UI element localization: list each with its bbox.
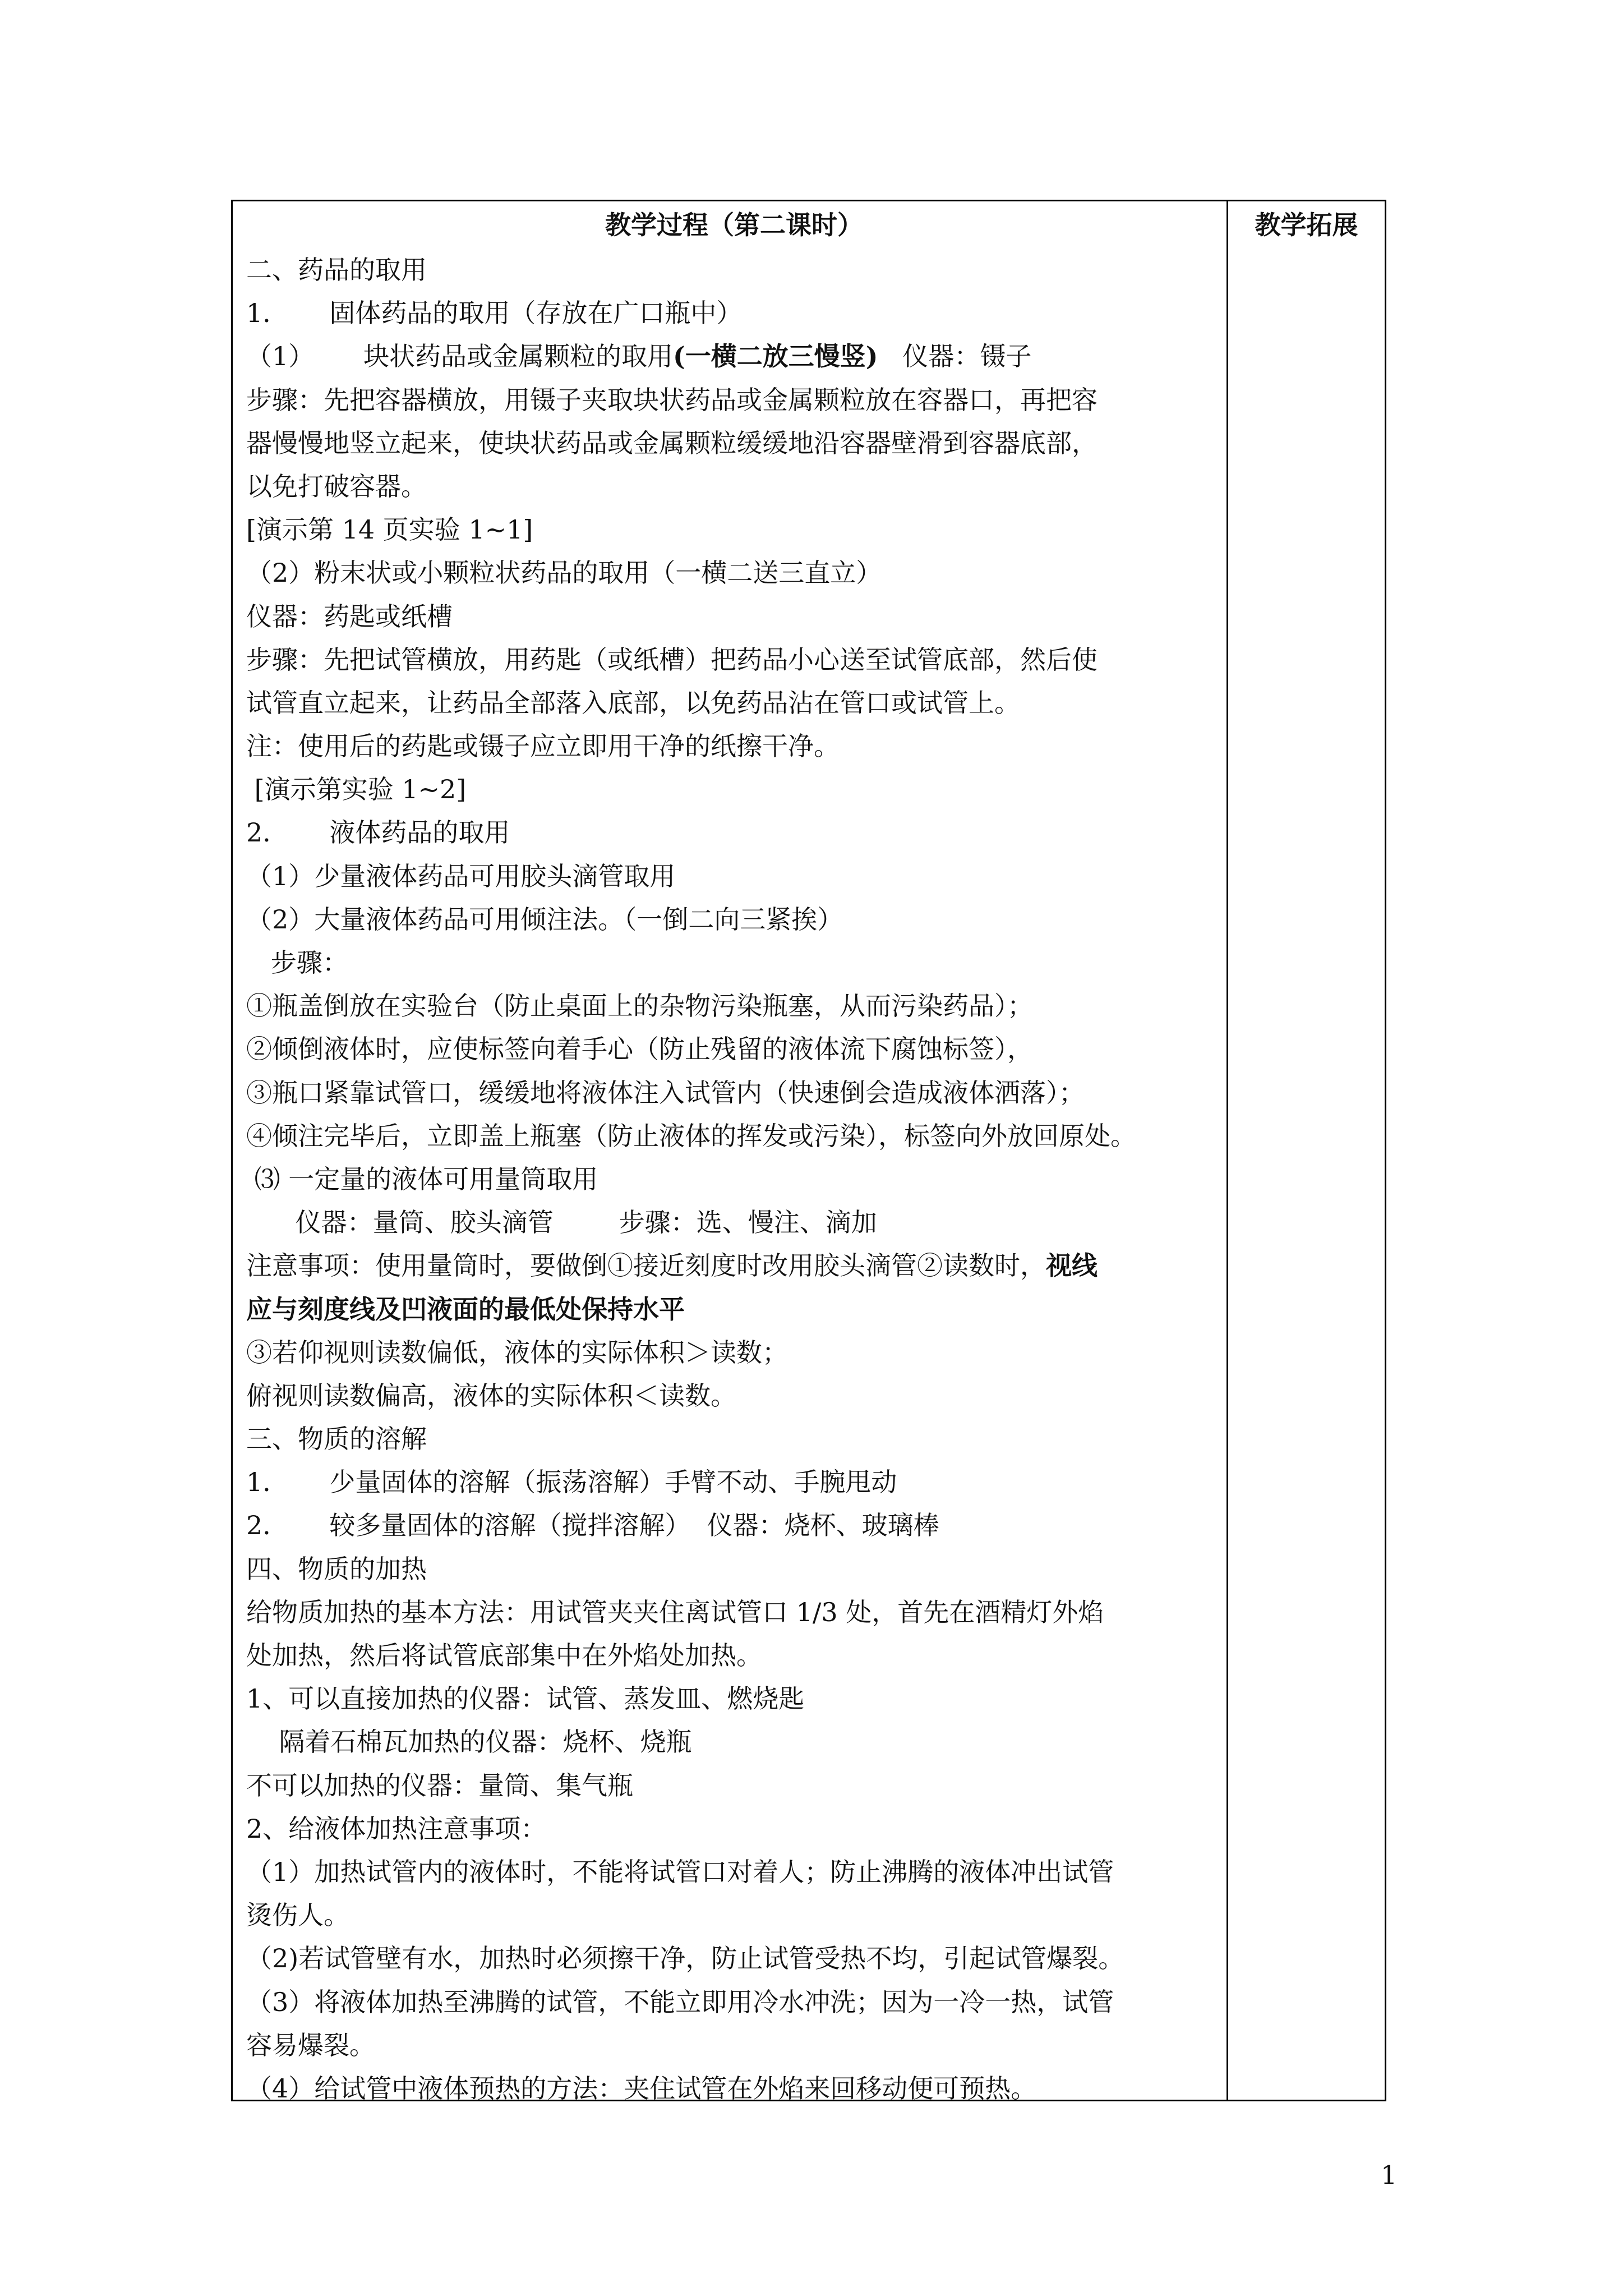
text-run: ④倾注完毕后，立即盖上瓶塞（防止液体的挥发或污染），标签向外放回原处。 — [246, 1120, 1136, 1151]
content-line — [246, 1851, 1222, 1894]
content-line — [246, 1115, 1222, 1158]
content-line — [246, 898, 1222, 941]
teaching-process-header: 教学过程（第二课时） — [605, 210, 863, 240]
text-run: [演示第 14 页实验 1~1] — [246, 514, 533, 545]
content-line — [246, 465, 1222, 508]
content-line — [246, 1981, 1222, 2024]
text-run: 仪器：量筒、胶头滴管 步骤：选、慢注、滴加 — [246, 1207, 877, 1238]
content-line — [246, 1418, 1222, 1461]
content-line — [246, 249, 1222, 292]
text-run: 2． 较多量固体的溶解（搅拌溶解） 仪器：烧杯、玻璃棒 — [246, 1510, 939, 1541]
text-run: 步骤：先把试管横放，用药匙（或纸槽）把药品小心送至试管底部，然后使 — [246, 644, 1098, 675]
content-line — [246, 1028, 1222, 1071]
text-run: [演示第实验 1~2] — [246, 774, 467, 805]
text-run: 四、物质的加热 — [246, 1553, 427, 1584]
text-run: 仪器：药匙或纸槽 — [246, 601, 453, 632]
content-line — [246, 1720, 1222, 1764]
content-line — [246, 725, 1222, 768]
content-line — [246, 1591, 1222, 1634]
content-line — [246, 1331, 1222, 1374]
content-line — [246, 508, 1222, 551]
content-line — [246, 2024, 1222, 2067]
content-line — [246, 941, 1222, 984]
content-line — [246, 1937, 1222, 1980]
text-run: 俯视则读数偏高，液体的实际体积＜读数。 — [246, 1380, 736, 1411]
teaching-extension-header: 教学拓展 — [1255, 210, 1358, 240]
content-line — [246, 1634, 1222, 1677]
text-run: ③若仰视则读数偏低，液体的实际体积＞读数； — [246, 1337, 788, 1368]
text-run: 隔着石棉瓦加热的仪器：烧杯、烧瓶 — [246, 1727, 692, 1757]
text-run: （2)若试管壁有水，加热时必须擦干净，防止试管受热不均，引起试管爆裂。 — [246, 1943, 1124, 1974]
text-run: 1． 少量固体的溶解（振荡溶解）手臂不动、手腕甩动 — [246, 1467, 897, 1498]
page-number: 1 — [1381, 2160, 1398, 2190]
content-line — [246, 595, 1222, 638]
content-line — [246, 335, 1222, 378]
teaching-extension-column — [1228, 201, 1385, 2100]
text-run: 给物质加热的基本方法：用试管夹夹住离试管口 1/3 处，首先在酒精灯外焰 — [246, 1596, 1104, 1627]
content-line — [246, 1894, 1222, 1937]
text-run: （1） 块状药品或金属颗粒的取用 — [246, 341, 673, 372]
text-run: 步骤： — [246, 947, 348, 978]
text-run: （2）大量液体药品可用倾注法。（一倒二向三紧挨） — [246, 904, 843, 935]
content-line — [246, 1201, 1222, 1244]
content-line — [246, 1504, 1222, 1547]
text-run: 2． 液体药品的取用 — [246, 817, 510, 848]
content-line — [246, 292, 1222, 335]
content-line — [246, 422, 1222, 465]
content-line — [246, 1461, 1222, 1504]
content-line — [246, 1807, 1222, 1851]
content-line — [246, 811, 1222, 854]
content-line — [246, 984, 1222, 1028]
text-run: （4）给试管中液体预热的方法：夹住试管在外焰来回移动便可预热。 — [246, 2073, 1037, 2104]
content-line — [246, 1374, 1222, 1418]
text-run: 仪器：镊子 — [878, 341, 1032, 372]
content-line — [246, 2067, 1222, 2110]
content-line — [246, 1677, 1222, 1720]
content-line — [246, 768, 1222, 811]
bold-text: 应与刻度线及凹液面的最低处保持水平 — [246, 1294, 685, 1324]
text-run: 注：使用后的药匙或镊子应立即用干净的纸擦干净。 — [246, 731, 840, 762]
text-run: 烫伤人。 — [246, 1900, 349, 1931]
text-run: （1）加热试管内的液体时，不能将试管口对着人；防止沸腾的液体冲出试管 — [246, 1856, 1114, 1887]
text-run: 1、可以直接加热的仪器：试管、蒸发皿、燃烧匙 — [246, 1683, 805, 1714]
text-run: ②倾倒液体时，应使标签向着手心（防止残留的液体流下腐蚀标签）， — [246, 1034, 1033, 1065]
content-line — [246, 1071, 1222, 1115]
text-run: （1）少量液体药品可用胶头滴管取用 — [246, 861, 676, 891]
text-run: （3）将液体加热至沸腾的试管，不能立即用冷水冲洗；因为一冷一热，试管 — [246, 1986, 1114, 2017]
text-run: 以免打破容器。 — [246, 471, 427, 501]
text-run: 注意事项：使用量筒时，要做倒①接近刻度时改用胶头滴管②读数时， — [246, 1250, 1046, 1281]
teaching-process-column — [233, 201, 1227, 2104]
text-run: 试管直立起来，让药品全部落入底部，以免药品沾在管口或试管上。 — [246, 687, 1020, 718]
text-run: 容易爆裂。 — [246, 2030, 375, 2060]
text-run: 2、给液体加热注意事项： — [246, 1813, 547, 1844]
text-run: 步骤：先把容器横放，用镊子夹取块状药品或金属颗粒放在容器口，再把容 — [246, 384, 1098, 415]
content-line — [246, 1244, 1222, 1287]
text-run: （2）粉末状或小颗粒状药品的取用（一横二送三直立） — [246, 558, 882, 588]
text-run: 三、物质的溶解 — [246, 1424, 427, 1455]
text-run: 处加热，然后将试管底部集中在外焰处加热。 — [246, 1640, 762, 1671]
text-run: 不可以加热的仪器：量筒、集气瓶 — [246, 1770, 633, 1801]
text-run: 器慢慢地竖立起来，使块状药品或金属颗粒缓缓地沿容器壁滑到容器底部， — [246, 427, 1098, 458]
content-line — [246, 1548, 1222, 1591]
lesson-table — [231, 200, 1386, 2104]
text-run: ①瓶盖倒放在实验台（防止桌面上的杂物污染瓶塞，从而污染药品）； — [246, 991, 1033, 1022]
content-line — [246, 855, 1222, 898]
text-run: 二、药品的取用 — [246, 255, 427, 285]
teaching-process-content — [246, 249, 1222, 2110]
content-line — [246, 682, 1222, 725]
content-line — [246, 638, 1222, 682]
text-run: 1． 固体药品的取用（存放在广口瓶中） — [246, 298, 743, 329]
content-line — [246, 379, 1222, 422]
text-run: ⑶ 一定量的液体可用量筒取用 — [246, 1163, 598, 1194]
bold-text: (一横二放三慢竖) — [673, 341, 878, 372]
text-run: ③瓶口紧靠试管口，缓缓地将液体注入试管内（快速倒会造成液体洒落）； — [246, 1077, 1085, 1108]
bold-text: 视线 — [1046, 1250, 1098, 1281]
content-line — [246, 551, 1222, 595]
content-line — [246, 1764, 1222, 1807]
content-line — [246, 1288, 1222, 1331]
content-line — [246, 1158, 1222, 1201]
